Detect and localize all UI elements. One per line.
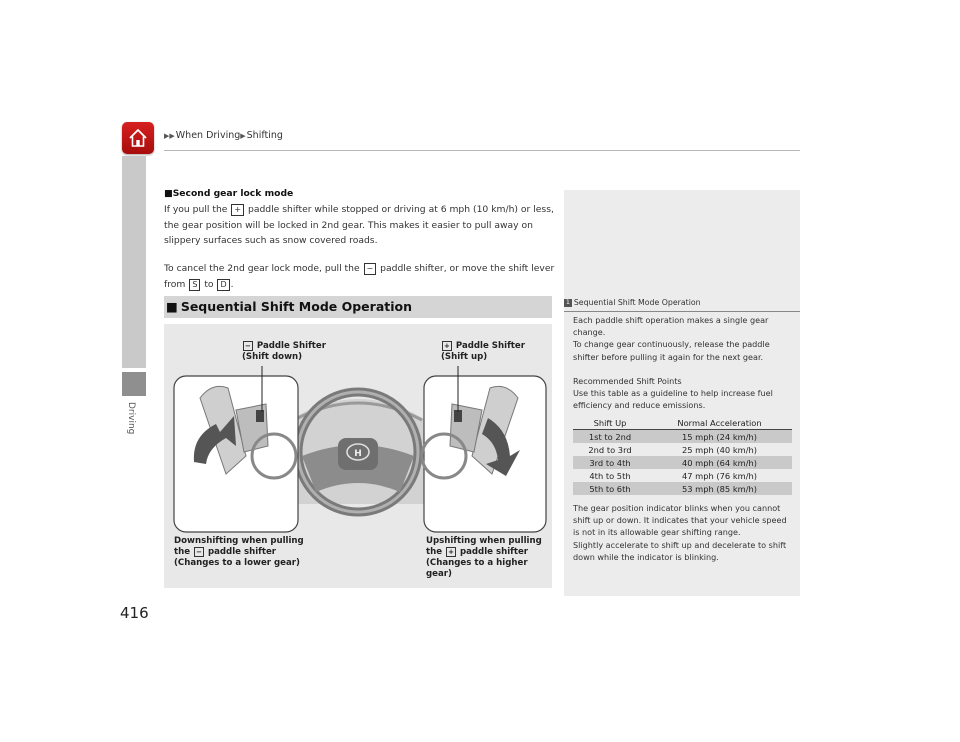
downshift-caption: Downshifting when pulling the − paddle shifter (Changes to a lower gear) (174, 536, 304, 568)
steering-wheel-illustration (164, 324, 552, 588)
square-bullet-icon: ■ (164, 188, 173, 199)
note-number-badge: 1 (566, 299, 570, 306)
table-row: 4th to 5th 47 mph (76 km/h) (589, 470, 758, 481)
plus-paddle-key-icon: + (231, 204, 244, 216)
shift-points-table (573, 416, 792, 495)
table-row: 5th to 6th 53 mph (85 km/h) (573, 482, 792, 495)
note-divider (564, 311, 800, 312)
plus-paddle-key-icon: + (448, 548, 454, 556)
home-button[interactable] (122, 122, 154, 154)
svg-text:H: H (354, 449, 362, 459)
table-header-row (573, 416, 792, 430)
table-header: Shift Up (573, 416, 647, 430)
upshift-caption: Upshifting when pulling the + paddle shifter (Changes to a higher gear) (426, 536, 542, 579)
section-heading: ■ Sequential Shift Mode Operation (164, 296, 552, 318)
header-divider (164, 150, 800, 151)
paragraph-cancel: To cancel the 2nd gear lock mode, pull the − paddle shifter, or move the shift lever from S to D . (164, 263, 555, 290)
table-row: 3rd to 4th 40 mph (64 km/h) (573, 456, 792, 469)
minus-paddle-key-icon: − (245, 342, 251, 350)
breadcrumb-current: Shifting (246, 130, 283, 141)
paragraph-second-gear: If you pull the + paddle shifter while stopped or driving at 6 mph (10 km/h) or less, the gear position will be locked in 2nd gear. This makes it easier to pull away on slippery surfaces such as snow covered roads. (164, 203, 554, 247)
side-tab-marker (122, 372, 146, 396)
minus-paddle-key-icon: − (196, 548, 202, 556)
breadcrumb (164, 130, 283, 141)
note-body: Each paddle shift operation makes a single gear change. To change gear continuously, release the paddle shifter before pulling it again for the next gear. Recommended Shift Points Use this table as a guideline to help increase fuel efficiency and reduce emissions. (573, 315, 773, 411)
table-row: 1st to 2nd 15 mph (24 km/h) (573, 430, 792, 444)
table-header: Normal Acceleration (647, 416, 792, 430)
side-note-panel (564, 190, 800, 596)
shift-up-label: + Paddle Shifter (Shift up) (441, 341, 525, 362)
side-tab-label[interactable]: Driving (126, 402, 136, 435)
breadcrumb-arrow-icon: ▶▶ (164, 132, 175, 140)
breadcrumb-arrow-icon: ▶ (240, 132, 246, 140)
home-icon (127, 127, 149, 149)
subsection-title: ■Second gear lock mode (164, 188, 294, 199)
page-number: 416 (120, 604, 149, 622)
main-text (164, 186, 556, 293)
d-key-icon: D (217, 279, 229, 291)
note-title: 1 Sequential Shift Mode Operation (566, 298, 701, 307)
minus-paddle-key-icon: − (364, 263, 377, 275)
breadcrumb-link-when-driving[interactable]: When Driving (175, 130, 241, 141)
s-key-icon: S (189, 279, 200, 291)
table-row: 2nd to 3rd 25 mph (40 km/h) (588, 444, 758, 455)
shift-down-label: − Paddle Shifter (Shift down) (242, 341, 326, 362)
side-tab-block (122, 156, 146, 368)
note-body-continued: The gear position indicator blinks when you cannot shift up or down. It indicates that your vehicle speed is not in its allowable gear shifting range. Slightly accelerate to shift up and decelerate to shift down while the indicator is blinking. (573, 503, 787, 562)
plus-paddle-key-icon: + (444, 342, 450, 350)
square-bullet-icon: ■ (166, 299, 178, 314)
